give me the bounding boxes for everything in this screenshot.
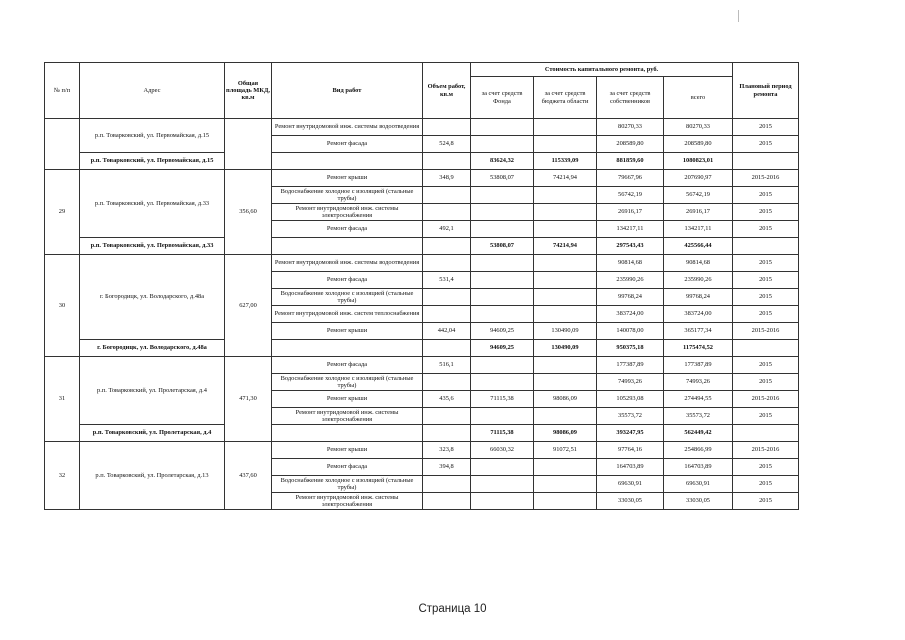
own-cell: 383724,00 bbox=[597, 306, 664, 323]
budget-cell bbox=[534, 255, 597, 272]
area-cell: 356,60 bbox=[225, 170, 272, 255]
summary-budget: 130490,09 bbox=[534, 340, 597, 357]
fund-cell bbox=[471, 408, 534, 425]
summary-total: 1080823,01 bbox=[664, 153, 733, 170]
summary-row bbox=[45, 153, 799, 170]
summary-own: 950375,18 bbox=[597, 340, 664, 357]
row-number: 30 bbox=[45, 255, 80, 357]
volume-cell bbox=[423, 255, 471, 272]
row-number: 29 bbox=[45, 170, 80, 255]
work-type-cell: Ремонт крыши bbox=[272, 442, 423, 459]
address-cell: р.п. Товарковский, ул. Первомайская, д.33 bbox=[80, 170, 225, 238]
budget-cell bbox=[534, 119, 597, 136]
summary-address: р.п. Товарковский, ул. Первомайская, д.15 bbox=[80, 153, 225, 170]
summary-work-empty bbox=[272, 238, 423, 255]
header-budget: за счет средств бюджета области bbox=[534, 77, 597, 119]
area-cell: 627,00 bbox=[225, 255, 272, 357]
header-volume: Объем работ, кв.м bbox=[423, 63, 471, 119]
work-type-cell: Ремонт фасада bbox=[272, 272, 423, 289]
header-cost-group: Стоимость капитального ремонта, руб. bbox=[471, 63, 733, 77]
fund-cell bbox=[471, 374, 534, 391]
summary-fund: 71115,38 bbox=[471, 425, 534, 442]
period-cell: 2015 bbox=[733, 136, 799, 153]
fund-cell bbox=[471, 255, 534, 272]
period-cell: 2015 bbox=[733, 289, 799, 306]
budget-cell bbox=[534, 187, 597, 204]
header-work: Вид работ bbox=[272, 63, 423, 119]
summary-budget: 98086,09 bbox=[534, 425, 597, 442]
budget-cell: 74214,94 bbox=[534, 170, 597, 187]
own-cell: 80270,33 bbox=[597, 119, 664, 136]
period-cell: 2015 bbox=[733, 204, 799, 221]
fund-cell bbox=[471, 272, 534, 289]
total-cell: 35573,72 bbox=[664, 408, 733, 425]
summary-address: р.п. Товарковский, ул. Первомайская, д.33 bbox=[80, 238, 225, 255]
volume-cell bbox=[423, 374, 471, 391]
table-row bbox=[45, 357, 799, 374]
volume-cell: 348,9 bbox=[423, 170, 471, 187]
period-cell: 2015 bbox=[733, 357, 799, 374]
volume-cell: 394,8 bbox=[423, 459, 471, 476]
work-type-cell: Ремонт внутридомовой инж. систем теплоснабжения bbox=[272, 306, 423, 323]
volume-cell: 442,04 bbox=[423, 323, 471, 340]
total-cell: 99768,24 bbox=[664, 289, 733, 306]
budget-cell bbox=[534, 272, 597, 289]
total-cell: 208589,80 bbox=[664, 136, 733, 153]
total-cell: 274494,55 bbox=[664, 391, 733, 408]
scan-mark bbox=[738, 10, 739, 22]
total-cell: 80270,33 bbox=[664, 119, 733, 136]
summary-row bbox=[45, 425, 799, 442]
row-number: 31 bbox=[45, 357, 80, 442]
summary-volume-empty bbox=[423, 425, 471, 442]
header-row bbox=[45, 63, 799, 77]
summary-address: г. Богородицк, ул. Володарского, д.48а bbox=[80, 340, 225, 357]
summary-row bbox=[45, 238, 799, 255]
summary-volume-empty bbox=[423, 238, 471, 255]
summary-total: 425566,44 bbox=[664, 238, 733, 255]
header-period: Плановый период ремонта bbox=[733, 63, 799, 119]
volume-cell bbox=[423, 306, 471, 323]
header-total: всего bbox=[664, 77, 733, 119]
own-cell: 56742,19 bbox=[597, 187, 664, 204]
work-type-cell: Ремонт внутридомовой инж. системы электроснабжения bbox=[272, 493, 423, 510]
own-cell: 99768,24 bbox=[597, 289, 664, 306]
period-cell: 2015 bbox=[733, 459, 799, 476]
area-cell: 471,30 bbox=[225, 357, 272, 442]
summary-row bbox=[45, 340, 799, 357]
work-type-cell: Ремонт фасада bbox=[272, 221, 423, 238]
fund-cell bbox=[471, 187, 534, 204]
fund-cell bbox=[471, 476, 534, 493]
period-cell: 2015-2016 bbox=[733, 391, 799, 408]
total-cell: 177387,89 bbox=[664, 357, 733, 374]
fund-cell bbox=[471, 221, 534, 238]
own-cell: 79667,96 bbox=[597, 170, 664, 187]
own-cell: 208589,80 bbox=[597, 136, 664, 153]
address-cell: р.п. Товарковский, ул. Пролетарская, д.4 bbox=[80, 357, 225, 425]
summary-address: р.п. Товарковский, ул. Пролетарская, д.4 bbox=[80, 425, 225, 442]
fund-cell: 71115,38 bbox=[471, 391, 534, 408]
own-cell: 134217,11 bbox=[597, 221, 664, 238]
total-cell: 235990,26 bbox=[664, 272, 733, 289]
summary-work-empty bbox=[272, 153, 423, 170]
period-cell: 2015-2016 bbox=[733, 170, 799, 187]
page-number: Страница 10 bbox=[418, 603, 487, 615]
header-area: Общая площадь МКД, кв.м bbox=[225, 63, 272, 119]
header-address: Адрес bbox=[80, 63, 225, 119]
total-cell: 254866,99 bbox=[664, 442, 733, 459]
period-cell: 2015 bbox=[733, 408, 799, 425]
fund-cell bbox=[471, 119, 534, 136]
repair-table-sheet bbox=[44, 62, 799, 510]
budget-cell bbox=[534, 408, 597, 425]
fund-cell bbox=[471, 204, 534, 221]
own-cell: 35573,72 bbox=[597, 408, 664, 425]
summary-budget: 115339,09 bbox=[534, 153, 597, 170]
summary-period-empty bbox=[733, 153, 799, 170]
summary-fund: 83624,32 bbox=[471, 153, 534, 170]
fund-cell: 94609,25 bbox=[471, 323, 534, 340]
budget-cell bbox=[534, 357, 597, 374]
own-cell: 90814,68 bbox=[597, 255, 664, 272]
summary-volume-empty bbox=[423, 153, 471, 170]
address-cell: г. Богородицк, ул. Володарского, д.48а bbox=[80, 255, 225, 340]
fund-cell: 53808,07 bbox=[471, 170, 534, 187]
summary-total: 1175474,52 bbox=[664, 340, 733, 357]
summary-fund: 94609,25 bbox=[471, 340, 534, 357]
fund-cell bbox=[471, 306, 534, 323]
table-row bbox=[45, 442, 799, 459]
volume-cell bbox=[423, 408, 471, 425]
fund-cell bbox=[471, 289, 534, 306]
header-own: за счет средств собственников bbox=[597, 77, 664, 119]
table-row bbox=[45, 170, 799, 187]
work-type-cell: Ремонт крыши bbox=[272, 391, 423, 408]
period-cell: 2015-2016 bbox=[733, 323, 799, 340]
total-cell: 74993,26 bbox=[664, 374, 733, 391]
own-cell: 74993,26 bbox=[597, 374, 664, 391]
fund-cell bbox=[471, 459, 534, 476]
work-type-cell: Ремонт внутридомовой инж. системы электроснабжения bbox=[272, 204, 423, 221]
total-cell: 33030,05 bbox=[664, 493, 733, 510]
work-type-cell: Ремонт внутридомовой инж. системы электроснабжения bbox=[272, 408, 423, 425]
total-cell: 207690,97 bbox=[664, 170, 733, 187]
budget-cell: 91072,51 bbox=[534, 442, 597, 459]
volume-cell: 524,8 bbox=[423, 136, 471, 153]
summary-period-empty bbox=[733, 340, 799, 357]
period-cell: 2015-2016 bbox=[733, 442, 799, 459]
own-cell: 164703,89 bbox=[597, 459, 664, 476]
row-number bbox=[45, 119, 80, 170]
header-num: № п/п bbox=[45, 63, 80, 119]
fund-cell: 66030,32 bbox=[471, 442, 534, 459]
budget-cell bbox=[534, 493, 597, 510]
own-cell: 177387,89 bbox=[597, 357, 664, 374]
summary-fund: 53808,07 bbox=[471, 238, 534, 255]
area-cell bbox=[225, 119, 272, 170]
table-row bbox=[45, 119, 799, 136]
work-type-cell: Ремонт фасада bbox=[272, 459, 423, 476]
work-type-cell: Ремонт фасада bbox=[272, 357, 423, 374]
summary-own: 297543,43 bbox=[597, 238, 664, 255]
period-cell: 2015 bbox=[733, 187, 799, 204]
budget-cell bbox=[534, 204, 597, 221]
period-cell: 2015 bbox=[733, 119, 799, 136]
work-type-cell: Водоснабжение холодное с изоляцией (стальные трубы) bbox=[272, 476, 423, 493]
period-cell: 2015 bbox=[733, 221, 799, 238]
budget-cell bbox=[534, 289, 597, 306]
address-cell: р.п. Товарковский, ул. Первомайская, д.15 bbox=[80, 119, 225, 153]
total-cell: 90814,68 bbox=[664, 255, 733, 272]
work-type-cell: Ремонт внутридомовой инж. системы водоотведения bbox=[272, 119, 423, 136]
header-fund: за счет средств Фонда bbox=[471, 77, 534, 119]
fund-cell bbox=[471, 357, 534, 374]
own-cell: 140078,00 bbox=[597, 323, 664, 340]
own-cell: 26916,17 bbox=[597, 204, 664, 221]
work-type-cell: Водоснабжение холодное с изоляцией (стальные трубы) bbox=[272, 374, 423, 391]
summary-own: 393247,95 bbox=[597, 425, 664, 442]
budget-cell bbox=[534, 221, 597, 238]
total-cell: 26916,17 bbox=[664, 204, 733, 221]
volume-cell bbox=[423, 476, 471, 493]
fund-cell bbox=[471, 493, 534, 510]
work-type-cell: Ремонт крыши bbox=[272, 323, 423, 340]
budget-cell bbox=[534, 136, 597, 153]
table-row bbox=[45, 255, 799, 272]
period-cell: 2015 bbox=[733, 476, 799, 493]
volume-cell bbox=[423, 493, 471, 510]
row-number: 32 bbox=[45, 442, 80, 510]
summary-own: 881859,60 bbox=[597, 153, 664, 170]
volume-cell bbox=[423, 119, 471, 136]
budget-cell bbox=[534, 459, 597, 476]
work-type-cell: Ремонт внутридомовой инж. системы водоотведения bbox=[272, 255, 423, 272]
work-type-cell: Водоснабжение холодное с изоляцией (стальные трубы) bbox=[272, 289, 423, 306]
own-cell: 235990,26 bbox=[597, 272, 664, 289]
own-cell: 105293,08 bbox=[597, 391, 664, 408]
summary-work-empty bbox=[272, 425, 423, 442]
period-cell: 2015 bbox=[733, 306, 799, 323]
fund-cell bbox=[471, 136, 534, 153]
budget-cell: 98086,09 bbox=[534, 391, 597, 408]
own-cell: 33030,05 bbox=[597, 493, 664, 510]
work-type-cell: Ремонт фасада bbox=[272, 136, 423, 153]
budget-cell bbox=[534, 374, 597, 391]
period-cell: 2015 bbox=[733, 272, 799, 289]
budget-cell bbox=[534, 306, 597, 323]
own-cell: 69630,91 bbox=[597, 476, 664, 493]
repair-table bbox=[44, 62, 799, 510]
budget-cell bbox=[534, 476, 597, 493]
area-cell: 437,60 bbox=[225, 442, 272, 510]
total-cell: 69630,91 bbox=[664, 476, 733, 493]
summary-period-empty bbox=[733, 425, 799, 442]
volume-cell bbox=[423, 204, 471, 221]
total-cell: 383724,00 bbox=[664, 306, 733, 323]
address-cell: р.п. Товарковский, ул. Пролетарская, д.13 bbox=[80, 442, 225, 510]
summary-period-empty bbox=[733, 238, 799, 255]
total-cell: 164703,89 bbox=[664, 459, 733, 476]
period-cell: 2015 bbox=[733, 493, 799, 510]
own-cell: 97764,16 bbox=[597, 442, 664, 459]
volume-cell: 323,8 bbox=[423, 442, 471, 459]
volume-cell: 531,4 bbox=[423, 272, 471, 289]
summary-work-empty bbox=[272, 340, 423, 357]
summary-budget: 74214,94 bbox=[534, 238, 597, 255]
total-cell: 134217,11 bbox=[664, 221, 733, 238]
work-type-cell: Ремонт крыши bbox=[272, 170, 423, 187]
total-cell: 56742,19 bbox=[664, 187, 733, 204]
period-cell: 2015 bbox=[733, 255, 799, 272]
volume-cell bbox=[423, 289, 471, 306]
volume-cell: 492,1 bbox=[423, 221, 471, 238]
volume-cell: 516,1 bbox=[423, 357, 471, 374]
volume-cell: 435,6 bbox=[423, 391, 471, 408]
period-cell: 2015 bbox=[733, 374, 799, 391]
budget-cell: 130490,09 bbox=[534, 323, 597, 340]
summary-total: 562449,42 bbox=[664, 425, 733, 442]
volume-cell bbox=[423, 187, 471, 204]
work-type-cell: Водоснабжение холодное с изоляцией (стальные трубы) bbox=[272, 187, 423, 204]
summary-volume-empty bbox=[423, 340, 471, 357]
total-cell: 365177,34 bbox=[664, 323, 733, 340]
